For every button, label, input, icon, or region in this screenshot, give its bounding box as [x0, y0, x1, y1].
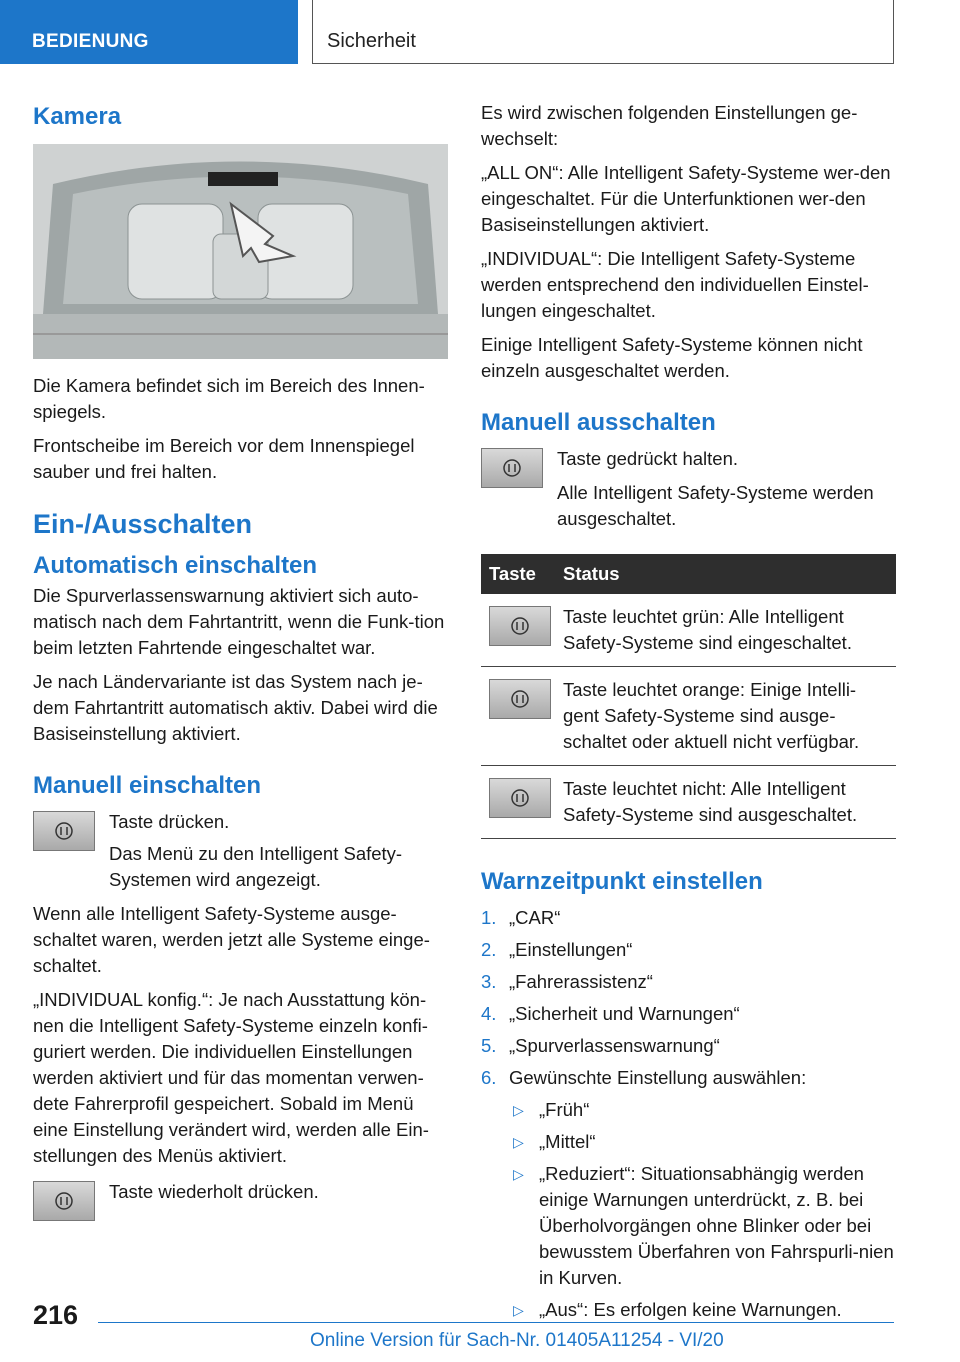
camera-text-1: Die Kamera befindet sich im Bereich des Innen-spiegels.: [33, 375, 425, 422]
manual-on-step-2-start: [109, 841, 448, 893]
list-item: [509, 1129, 896, 1155]
steps-list: [481, 905, 896, 1323]
option-text: „Mittel“: [539, 1131, 596, 1152]
manual-off-button-instruction: [481, 446, 896, 532]
header-chapter-box: [312, 0, 894, 64]
repeat-button-instruction: [33, 1179, 448, 1229]
list-item: [481, 1033, 896, 1059]
triangle-bullet-icon: ▷: [513, 1102, 524, 1118]
footer-online-version: Online Version für Sach-Nr. 01405A11254 - VI/20: [310, 1330, 724, 1351]
manual-on-text-2: „INDIVIDUAL konfig.“: Je nach Ausstattung kön-nen die Intelligent Safety-Systeme einzeln konfi-guriert werden. Die individuellen Einstellungen werden aktiviert und für das momentan verwen-dete Fahrerprofil gespeichert. Sobald im Menü eine Einstellung verändert wird, werden alle Ein-stellungen des Menüs aktiviert.: [33, 989, 429, 1166]
camera-heading: Kamera: [33, 103, 122, 130]
table-row: [481, 594, 896, 667]
manual-off-step-1: Taste gedrückt halten.: [557, 448, 738, 469]
step-number: 5.: [481, 1035, 497, 1056]
option-text: „Früh“: [539, 1099, 590, 1120]
list-item: [481, 937, 896, 963]
auto-on-heading: Automatisch einschalten: [33, 552, 318, 579]
status-orange-text: Taste leuchtet orange: Einige Intelli-gent Safety-Systeme sind ausge-schaltet oder aktuell nicht verfügbar.: [555, 667, 896, 766]
list-item: [509, 1161, 896, 1291]
options-list: [509, 1097, 896, 1323]
status-green-text: Taste leuchtet grün: Alle Intelligent Safety-Systeme sind eingeschaltet.: [555, 594, 896, 667]
triangle-bullet-icon: ▷: [513, 1302, 524, 1318]
safety-button-icon: [481, 448, 543, 488]
step-number: 4.: [481, 1003, 497, 1024]
repeat-press-text: Taste wiederholt drücken.: [109, 1181, 319, 1202]
step-text: „CAR“: [509, 907, 561, 928]
status-table-header: [481, 554, 896, 594]
switch-note: Einige Intelligent Safety-Systeme können nicht einzeln ausgeschaltet werden.: [481, 334, 863, 381]
table-row: [481, 667, 896, 766]
manual-on-text-1: Wenn alle Intelligent Safety-Systeme ausge-schaltet waren, werden jetzt alle Systeme einge-schaltet.: [33, 903, 430, 976]
header-section-label: BEDIENUNG: [32, 31, 149, 52]
list-item: [509, 1097, 896, 1123]
safety-button-icon: [33, 811, 95, 851]
step-text: „Fahrerassistenz“: [509, 971, 653, 992]
step-number: 3.: [481, 971, 497, 992]
header-chapter-label: Sicherheit: [327, 30, 416, 52]
auto-on-text-2: Je nach Ländervariante ist das System nach je-dem Fahrtantritt automatisch aktiv. Dabei wird die Basiseinstellung aktiviert.: [33, 671, 438, 744]
triangle-bullet-icon: ▷: [513, 1166, 524, 1182]
list-item: [481, 1001, 896, 1027]
page-number: 216: [33, 1300, 79, 1330]
step-text: „Sicherheit und Warnungen“: [509, 1003, 740, 1024]
option-text: „Reduziert“: Situationsabhängig werden einige Warnungen unterdrückt, z. B. bei Überholvorgängen ohne Blinker oder bei bewusstem Überfahren von Fahrspurli-nien in Kurven.: [539, 1163, 894, 1288]
step-text: „Spurverlassenswarnung“: [509, 1035, 720, 1056]
manual-on-step-1: Taste drücken.: [109, 811, 230, 832]
step-text: Gewünschte Einstellung auswählen:: [509, 1067, 807, 1088]
right-column: [481, 100, 896, 1329]
auto-on-text-1: Die Spurverlassenswarnung aktiviert sich auto-matisch nach dem Fahrtantritt, wenn die Funk-tion beim letzten Fahrtende eingeschaltet war.: [33, 585, 445, 658]
list-item: [509, 1297, 896, 1323]
header-section-tab: [0, 0, 298, 64]
status-table-col-status: Status: [555, 554, 896, 594]
switch-intro: Es wird zwischen folgenden Einstellungen ge-wechselt:: [481, 102, 858, 149]
table-row: [481, 766, 896, 839]
step-number: 1.: [481, 907, 497, 928]
warn-time-heading: Warnzeitpunkt einstellen: [481, 868, 763, 895]
step-number: 6.: [481, 1067, 497, 1088]
manual-on-heading: Manuell einschalten: [33, 772, 262, 799]
triangle-bullet-icon: ▷: [513, 1134, 524, 1150]
list-item: [481, 905, 896, 931]
manual-off-heading: Manuell ausschalten: [481, 409, 716, 436]
footer-divider: [98, 1322, 894, 1323]
status-table-col-taste: Taste: [481, 554, 555, 594]
step-text: „Einstellungen“: [509, 939, 633, 960]
left-column: [33, 100, 448, 1229]
rear-window-camera-photo: [33, 144, 448, 359]
switch-individual: „INDIVIDUAL“: Die Intelligent Safety-Systeme werden entsprechend den individuellen Einstel-lungen eingeschaltet.: [481, 248, 869, 321]
list-item: [481, 969, 896, 995]
manual-on-button-instruction: [33, 809, 448, 893]
step-number: 2.: [481, 939, 497, 960]
option-text: „Aus“: Es erfolgen keine Warnungen.: [539, 1299, 842, 1320]
manual-on-step-2: Das Menü zu den Intelligent Safety-Systemen wird angezeigt.: [109, 843, 403, 890]
onoff-heading: Ein-/Ausschalten: [33, 509, 253, 539]
safety-button-off-icon: [489, 778, 551, 818]
safety-button-green-icon: [489, 606, 551, 646]
status-off-text: Taste leuchtet nicht: Alle Intelligent Safety-Systeme sind ausgeschaltet.: [555, 766, 896, 839]
camera-text-2: Frontscheibe im Bereich vor dem Innenspiegel sauber und frei halten.: [33, 435, 415, 482]
list-item: [481, 1065, 896, 1323]
safety-button-icon: [33, 1181, 95, 1221]
safety-button-orange-icon: [489, 679, 551, 719]
manual-off-step-2: Alle Intelligent Safety-Systeme werden ausgeschaltet.: [557, 482, 874, 529]
status-table: [481, 554, 896, 839]
switch-all-on: „ALL ON“: Alle Intelligent Safety-Systeme wer-den eingeschaltet. Für die Unterfunktionen wer-den Basiseinstellungen aktiviert.: [481, 162, 891, 235]
